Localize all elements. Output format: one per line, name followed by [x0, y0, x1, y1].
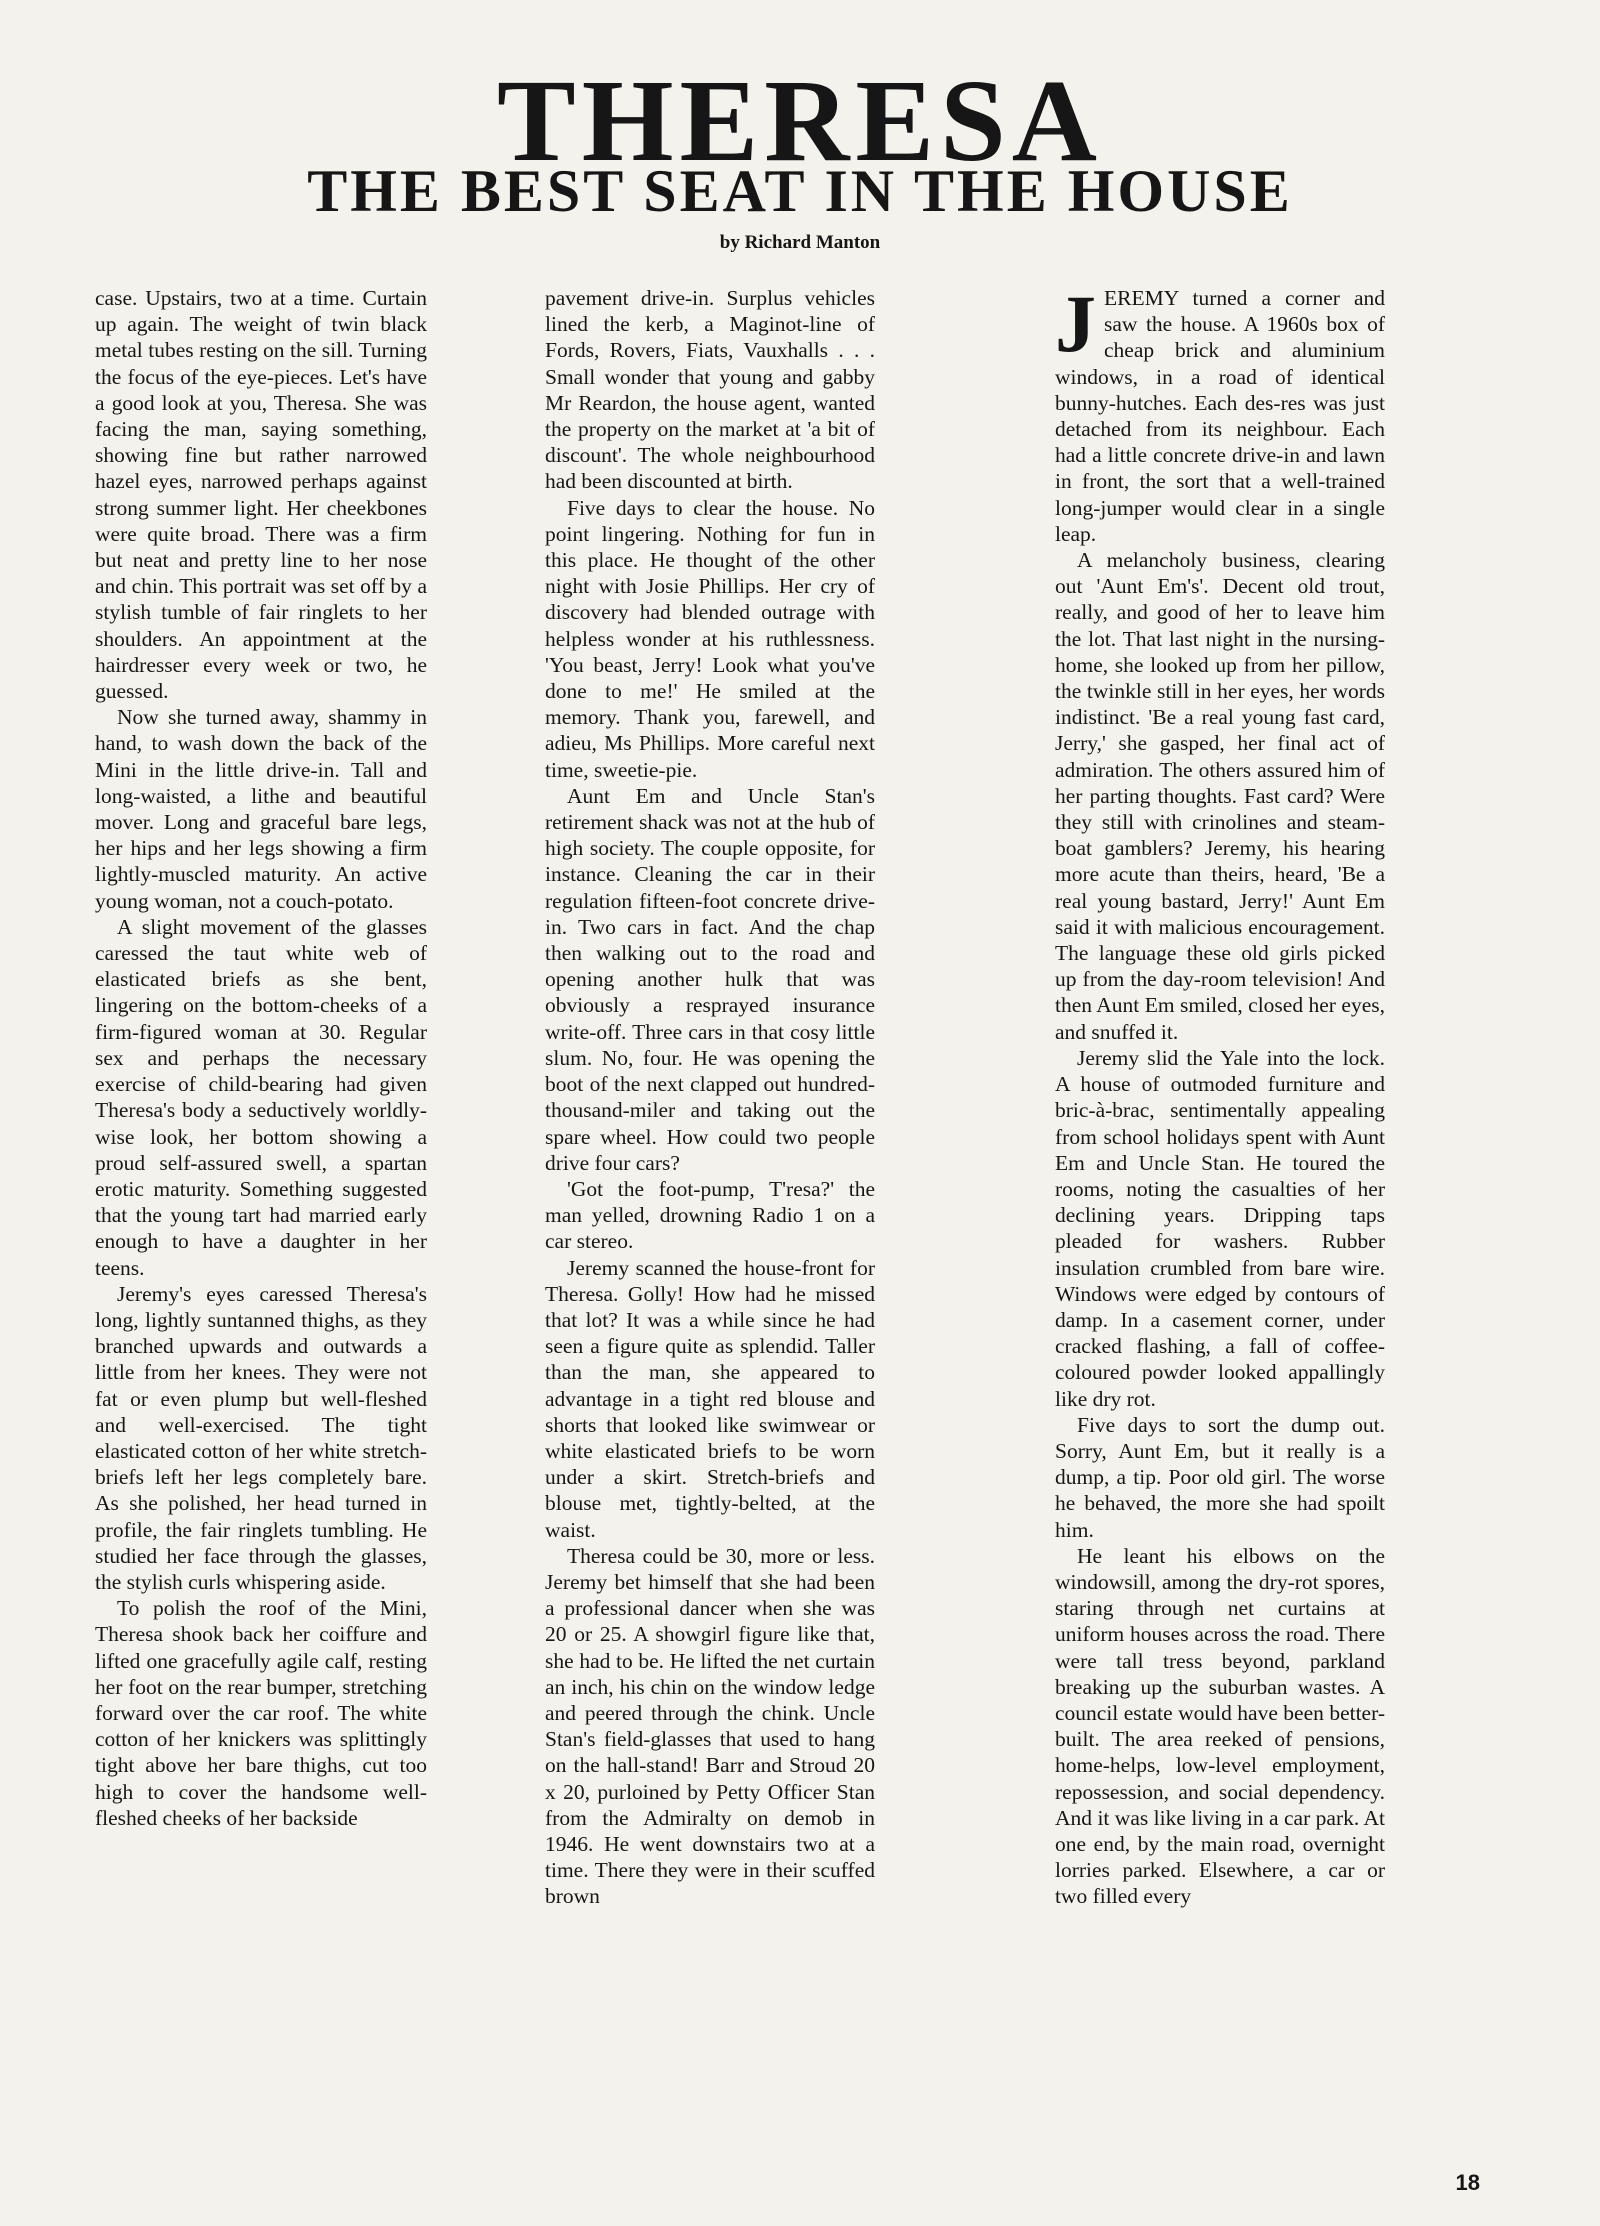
byline: by Richard Manton: [719, 232, 881, 253]
paragraph: Jeremy scanned the house-front for Theresa. Golly! How had he missed that lot? It was a while since he had seen a figure quite as splendid. Taller than the man, she appeared to advantage in a tight red blouse and shorts that looked like swimwear or white elasticated briefs to be worn under a skirt. Stretch-briefs and blouse met, tightly-belted, at the waist.: [545, 1255, 875, 1542]
article-subtitle: THE BEST SEAT IN THE HOUSE: [307, 158, 1293, 224]
paragraph: Theresa could be 30, more or less. Jeremy bet himself that she had been a professional dancer when she was 20 or 25. A showgirl figure like that, she had to be. He lifted the net curtain an inch, his chin on the window ledge and peered through the chink. Uncle Stan's field-glasses that used to hang on the hall-stand! Barr and Stroud 20 x 20, purloined by Petty Officer Stan from the Admiralty on demob in 1946. He went downstairs two at a time. There they were in their scuffed brown: [545, 1543, 875, 1909]
paragraph: A melancholy business, clearing out 'Aunt Em's'. Decent old trout, really, and good of her to leave him the lot. That last night in the nursing-home, she looked up from her pillow, the twinkle still in her eyes, her words indistinct. 'Be a real young fast card, Jerry,' she gasped, her final act of admiration. The others assured him of her parting thoughts. Fast card? Were they still with crinolines and steam-boat gamblers? Jeremy, his hearing more acute than theirs, heard, 'Be a real young bastard, Jerry!' Aunt Em said it with malicious encouragement. The language these old girls picked up from the day-room television! And then Aunt Em smiled, closed her eyes, and snuffed it.: [1055, 548, 1385, 1044]
page-number: 18: [1455, 2170, 1480, 2195]
paragraph: He leant his elbows on the windowsill, among the dry-rot spores, staring through net curtains at uniform houses across the road. There were tall tress beyond, parkland breaking up the suburban wastes. A council estate would have been better-built. The area reeked of pensions, home-helps, low-level employment, repossession, and social dependency. And it was like living in a car park. At one end, by the main road, overnight lorries parked. Elsewhere, a car or two filled every: [1055, 1543, 1385, 1909]
paragraph: 'Got the foot-pump, T'resa?' the man yelled, drowning Radio 1 on a car stereo.: [545, 1176, 875, 1254]
article-body: [0, 285, 1600, 2165]
text-column-2: [545, 285, 875, 2165]
paragraph: [1055, 285, 1385, 547]
paragraph: Jeremy slid the Yale into the lock. A house of outmoded furniture and bric-à-brac, sentimentally appealing from school holidays spent with Aunt Em and Uncle Stan. He toured the rooms, noting the casualties of her declining years. Dripping taps pleaded for washers. Rubber insulation crumbled from bare wire. Windows were edged by contours of damp. In a casement corner, under cracked flashing, a fall of coffee-coloured powder looked appallingly like dry rot.: [1055, 1045, 1385, 1411]
paragraph: Now she turned away, shammy in hand, to wash down the back of the Mini in the little drive-in. Tall and long-waisted, a lithe and beautiful mover. Long and graceful bare legs, her hips and her legs showing a firm lightly-muscled maturity. An active young woman, not a couch-potato.: [95, 705, 427, 913]
paragraph: To polish the roof of the Mini, Theresa shook back her coiffure and lifted one gracefully agile calf, resting her foot on the rear bumper, stretching forward over the car roof. The white cotton of her knickers was splittingly tight above her bare thighs, cut too high to cover the handsome well-fleshed cheeks of her backside: [95, 1596, 427, 1830]
paragraph-text: EREMY turned a corner and saw the house. A 1960s box of cheap brick and aluminium windows, in a road of identical bunny-hutches. Each des-res was just detached from its neighbour. Each had a little concrete drive-in and lawn in front, the sort that a well-trained long-jumper would clear in a single leap.: [1055, 286, 1385, 546]
paragraph: Aunt Em and Uncle Stan's retirement shack was not at the hub of high society. The couple opposite, for instance. Cleaning the car in their regulation fifteen-foot concrete drive-in. Two cars in fact. And the chap then walking out to the road and opening another hulk that was obviously a resprayed insurance write-off. Three cars in that cosy little slum. No, four. He was opening the boot of the next clapped out hundred-thousand-miler and taking out the spare wheel. How could two people drive four cars?: [545, 783, 875, 1175]
paragraph: Five days to sort the dump out. Sorry, Aunt Em, but it really is a dump, a tip. Poor old girl. The worse he behaved, the more she had spoilt him.: [1055, 1412, 1385, 1542]
paragraph: pavement drive-in. Surplus vehicles lined the kerb, a Maginot-line of Fords, Rovers, Fiats, Vauxhalls . . . Small wonder that young and gabby Mr Reardon, the house agent, wanted the property on the market at 'a bit of discount'. The whole neighbourhood had been discounted at birth.: [545, 286, 875, 494]
paragraph: Five days to clear the house. No point lingering. Nothing for fun in this place. He thought of the other night with Josie Phillips. Her cry of discovery had blended outrage with helpless wonder at his ruthlessness. 'You beast, Jerry! Look what you've done to me!' He smiled at the memory. Thank you, farewell, and adieu, Ms Phillips. More careful next time, sweetie-pie.: [545, 495, 875, 782]
text-column-3: [95, 285, 427, 2165]
paragraph: Jeremy's eyes caressed Theresa's long, lightly suntanned thighs, as they branched upwards and outwards a little from her knees. They were not fat or even plump but well-fleshed and well-exercised. The tight elasticated cotton of her white stretch-briefs left her legs completely bare. As she polished, her head turned in profile, the fair ringlets tumbling. He studied her face through the glasses, the stylish curls whispering aside.: [95, 1281, 427, 1594]
paragraph: A slight movement of the glasses caressed the taut white web of elasticated briefs as she bent, lingering on the bottom-cheeks of a firm-figured woman at 30. Regular sex and perhaps the necessary exercise of child-bearing had given Theresa's body a seductively worldly-wise look, her bottom showing a proud self-assured swell, a spartan erotic maturity. Something suggested that the young tart had married early enough to have a daughter in her teens.: [95, 914, 427, 1280]
paragraph: case. Upstairs, two at a time. Curtain up again. The weight of twin black metal tubes resting on the sill. Turning the focus of the eye-pieces. Let's have a good look at you, Theresa. She was facing the man, saying something, showing fine but rather narrowed hazel eyes, narrowed perhaps against strong summer light. Her cheekbones were quite broad. There was a firm but neat and pretty line to her nose and chin. This portrait was set off by a stylish tumble of fair ringlets to her shoulders. An appointment at the hairdresser every week or two, he guessed.: [95, 286, 427, 704]
article-title: THERESA: [497, 55, 1103, 186]
text-column-1: [1055, 285, 1385, 2165]
drop-cap: J: [1055, 285, 1096, 369]
